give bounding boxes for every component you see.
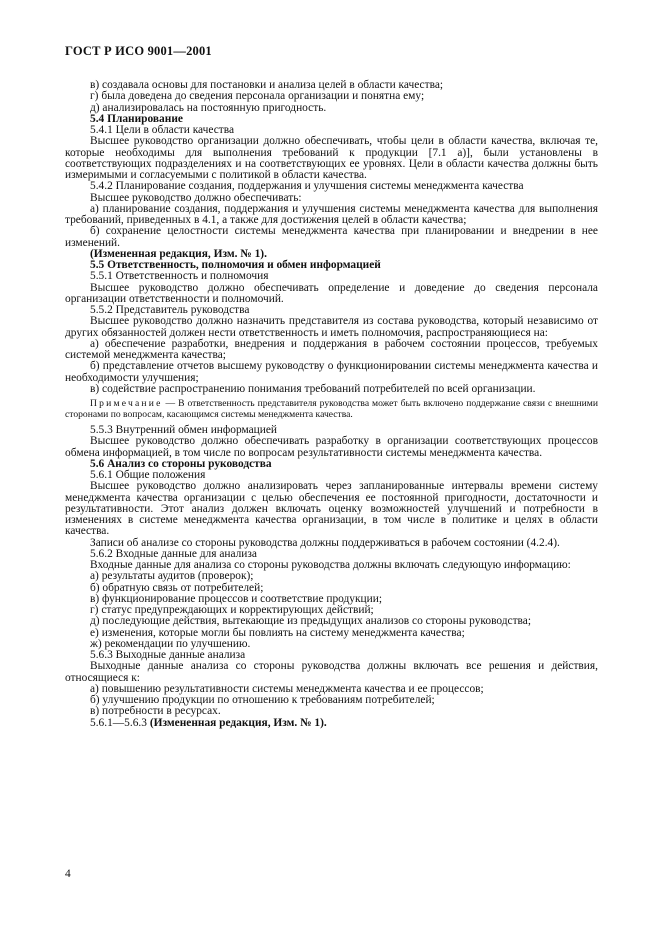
body-paragraph: ж) рекомендации по улучшению. — [90, 637, 251, 650]
body-paragraph: Выходные данные анализа со стороны руководства должны включать все решения и действия, относящиеся к: — [65, 660, 598, 684]
section-heading: 5.6 Анализ со стороны руководства — [90, 457, 272, 470]
body-paragraph: Высшее руководство должно анализировать через запланированные интервалы времени систему менеджмента качества организации с целью обеспечения ее постоянной пригодности, достаточности и результативности. Этот анализ должен включать оценку возможностей улучшений и потребности в изменениях в системе менеджмента качества организации, в том числе в политике и целях в области качества. — [65, 480, 598, 538]
body-paragraph: г) статус предупреждающих и корректирующих действий; — [90, 604, 374, 616]
body-paragraph: д) последующие действия, вытекающие из предыдущих анализов со стороны руководства; — [90, 615, 532, 628]
body-paragraph: д) анализировалась на постоянную пригодность. — [90, 101, 327, 114]
body-paragraph: 5.5.2 Представитель руководства — [90, 304, 250, 316]
body-paragraph: 5.4.1 Цели в области качества — [90, 124, 235, 136]
section-heading: 5.5 Ответственность, полномочия и обмен информацией — [90, 259, 381, 271]
body-paragraph: в) потребности в ресурсах. — [90, 705, 221, 718]
amendment-note: (Измененная редакция, Изм. № 1). — [90, 247, 267, 260]
body-paragraph: б) обратную связь от потребителей; — [90, 581, 264, 594]
body-paragraph: а) обеспечение разработки, внедрения и поддержания в рабочем состоянии процессов, требуемых системой менеджмента качества; — [65, 337, 598, 361]
body-paragraph: в) содействие распространению понимания требований потребителей по всей организации. — [90, 382, 536, 395]
body-paragraph: в) функционирование процессов и соответствие продукции; — [90, 592, 382, 605]
body-paragraph: Высшее руководство должно обеспечивать: — [90, 191, 302, 204]
page-number: 4 — [65, 868, 71, 880]
amendment-note — [65, 718, 598, 729]
body-paragraph: б) представление отчетов высшему руководству о функционировании системы менеджмента качества и необходимости улучшения; — [65, 360, 598, 384]
clause-range: 5.6.1—5.6.3 — [90, 716, 150, 729]
body-paragraph: б) сохранение целостности системы менеджмента качества при планировании и внедрении в нее изменений. — [65, 225, 598, 249]
body-paragraph: Высшее руководство организации должно обеспечивать, чтобы цели в области качества, включая те, которые необходимы для выполнения требований к продукции [7.1 а)], были установлены в соответствующих подразделениях и на соответствующих ее уровнях. Цели в области качества должны быть измеримыми и согласуемыми с политикой в области качества. — [65, 135, 598, 181]
note-text: — В ответственность представителя руководства может быть включено поддержание связи с внешними сторонами по вопросам, касающимся системы менеджмента качества. — [65, 398, 598, 420]
body-paragraph: 5.4.2 Планирование создания, поддержания и улучшения системы менеджмента качества — [90, 180, 524, 193]
body-paragraph: в) создавала основы для постановки и анализа целей в области качества; — [90, 79, 444, 91]
section-heading: 5.4 Планирование — [90, 112, 183, 125]
body-paragraph: 5.5.3 Внутренний обмен информацией — [90, 424, 278, 436]
body-paragraph: 5.6.3 Выходные данные анализа — [90, 649, 246, 661]
note-label: Примечание — [90, 398, 163, 409]
note-paragraph — [65, 399, 598, 420]
body-paragraph: Записи об анализе со стороны руководства должны поддерживаться в рабочем состоянии (4.2.4). — [90, 536, 560, 549]
amendment-text: (Измененная редакция, Изм. № 1). — [149, 716, 327, 729]
body-paragraph: а) результаты аудитов (проверок); — [90, 570, 254, 583]
body-paragraph: 5.5.1 Ответственность и полномочия — [90, 270, 269, 283]
body-paragraph: 5.6.1 Общие положения — [90, 469, 206, 481]
body-paragraph: б) улучшению продукции по отношению к требованиям потребителей; — [90, 694, 435, 706]
body-paragraph: Высшее руководство должно обеспечивать разработку в организации соответствующих процессов обмена информацией, в том числе по вопросам результативности системы менеджмента качества. — [65, 435, 598, 459]
body-paragraph: Входные данные для анализа со стороны руководства должны включать следующую информацию: — [90, 559, 571, 571]
document-body — [65, 80, 598, 729]
body-paragraph: г) была доведена до сведения персонала организации и понятна ему; — [90, 90, 425, 103]
document-header-title: ГОСТ Р ИСО 9001—2001 — [65, 44, 212, 58]
body-paragraph: е) изменения, которые могли бы повлиять на систему менеджмента качества; — [90, 626, 465, 639]
body-paragraph: Высшее руководство должно назначить представителя из состава руководства, который независимо от других обязанностей должен нести ответственность и иметь полномочия, распространяющиеся на: — [65, 315, 598, 339]
body-paragraph: 5.6.2 Входные данные для анализа — [90, 547, 257, 560]
body-paragraph: Высшее руководство должно обеспечивать определение и доведение до сведения персонала организации ответственности и полномочий. — [65, 281, 598, 305]
body-paragraph: а) повышению результативности системы менеджмента качества и ее процессов; — [90, 682, 484, 695]
body-paragraph: а) планирование создания, поддержания и улучшения системы менеджмента качества для выполнения требований, приведенных в 4.1, а также для достижения целей в области качества; — [65, 202, 598, 226]
